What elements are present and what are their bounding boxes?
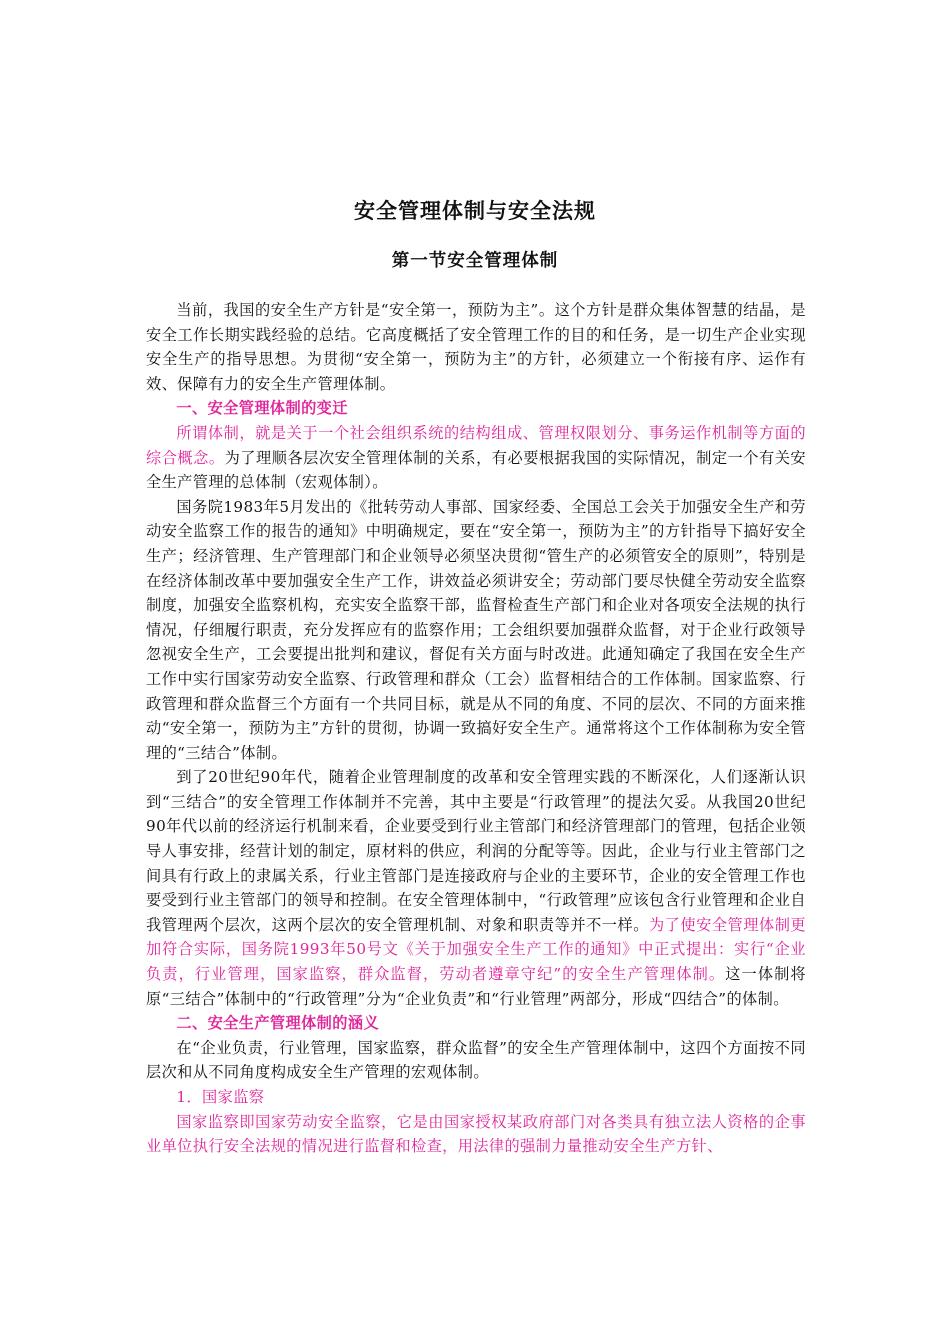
paragraph-definition — [146, 421, 806, 495]
paragraph-national-supervision: 国家监察即国家劳动安全监察，它是由国家授权某政府部门对各类具有独立法人资格的企事业单位执行安全法规的情况进行监督和检查，用法律的强制力量推动安全生产方针、 — [146, 1112, 806, 1156]
document-body — [146, 298, 806, 1159]
heading-meaning: 二、安全生产管理体制的涵义 — [176, 1014, 380, 1033]
heading-national-supervision: 1．国家监察 — [176, 1088, 265, 1106]
paragraph-1990s — [146, 765, 806, 1011]
document-title: 安全管理体制与安全法规 — [354, 198, 596, 223]
paragraph-four-aspects: 在“企业负责，行业管理，国家监察，群众监督”的安全生产管理体制中，这四个方面按不同层次和从不同角度构成安全生产管理的宏观体制。 — [146, 1038, 806, 1082]
heading-evolution: 一、安全管理体制的变迁 — [176, 399, 348, 418]
section-title: 第一节安全管理体制 — [391, 251, 559, 271]
paragraph-intro: 当前，我国的安全生产方针是“安全第一，预防为主”。这个方针是群众集体智慧的结晶，是安全工作长期实践经验的总结。它高度概括了安全管理工作的目的和任务，是一切生产企业实现安全生产的指导思想。为贯彻“安全第一，预防为主”的方针，必须建立一个衔接有序、运作有效、保障有力的安全生产管理体制。 — [146, 301, 806, 393]
paragraph-definition-rest: 为了理顺各层次安全管理体制的关系，有必要根据我国的实际情况，制定一个有关安全生产管理的总体制（宏观体制）。 — [146, 448, 806, 492]
paragraph-1983-notice: 国务院1983年5月发出的《批转劳动人事部、国家经委、全国总工会关于加强安全生产和劳动安全监察工作的报告的通知》中明确规定，要在“安全第一，预防为主”的方针指导下搞好安全生产；经济管理、生产管理部门和企业领导必须坚决贯彻“管生产的必须管安全的原则”，特别是在经济体制改革中要加强安全生产工作，讲效益必须讲安全；劳动部门要尽快健全劳动安全监察制度，加强安全监察机构，充实安全监察干部，监督检查生产部门和企业对各项安全法规的执行情况，仔细履行职责，充分发挥应有的监察作用；工会组织要加强群众监督，对于企业行政领导忽视安全生产，工会要提出批判和建议，督促有关方面与时改进。此通知确定了我国在安全生产工作中实行国家劳动安全监察、行政管理和群众（工会）监督相结合的工作体制。国家监察、行政管理和群众监督三个方面有一个共同目标，就是从不同的角度、不同的层次、不同的方面来推动“安全第一，预防为主”方针的贯彻，协调一致搞好安全生产。通常将这个工作体制称为安全管理的“三结合”体制。 — [146, 497, 806, 762]
highlight-definition: 所谓体制，就是关于一个社会组织系统的结构组成、管理权限划分、事务运作机制等方面的综合概念。 — [146, 423, 806, 467]
paragraph-1990s-part-b: 这一体制将原“三结合”体制中的“行政管理”分为“企业负责”和“行业管理”两部分，形成“四结合”的体制。 — [146, 965, 807, 1008]
paragraph-1990s-part-a: 到了20世纪90年代，随着企业管理制度的改革和安全管理实践的不断深化，人们逐渐认识到“三结合”的安全管理工作体制并不完善，其中主要是“行政管理”的提法欠妥。从我国20世纪90年代以前的经济运行机制来看，企业要受到行业主管部门和经济管理部门的管理，包括企业领导人事安排，经营计划的制定，原材料的供应，利润的分配等等。因此，企业与行业主管部门之间具有行政上的隶属关系，行业主管部门是连接政府与企业的主要环节，企业的安全管理工作也要受到行业主管部门的领导和控制。在安全管理体制中，“行政管理”应该包含行业管理和企业自我管理两个层次，这两个层次的安全管理机制、对象和职责等并不一样。 — [146, 768, 806, 934]
highlight-1993-notice: 为了使安全管理体制更加符合实际，国务院1993年50号文《关于加强安全生产工作的通知》中正式提出：实行“企业负责，行业管理，国家监察，群众监督，劳动者遵章守纪”的安全生产管理体制。 — [146, 915, 806, 984]
